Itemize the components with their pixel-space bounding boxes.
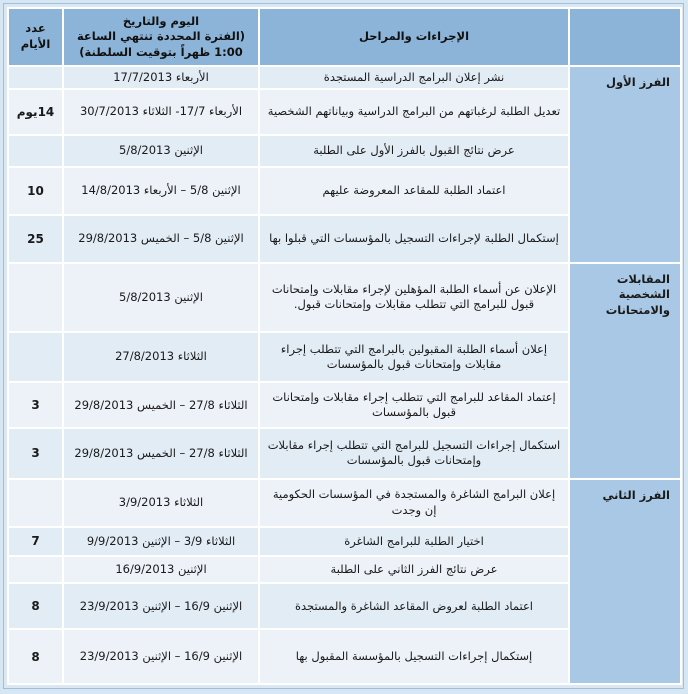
row-days (8, 135, 63, 166)
header-days-line2: الأيام (20, 37, 51, 51)
row-days (8, 66, 63, 89)
header-date-line2: (الفترة المحددة تنتهي الساعة (76, 29, 246, 44)
row-procedure: إستكمال الطلبة لإجراءات التسجيل بالمؤسسات التي قبلوا بها (259, 215, 569, 263)
row-days: 10 (8, 167, 63, 215)
row-procedure: عرض نتائج القبول بالفرز الأول على الطلبة (259, 135, 569, 166)
row-days (8, 263, 63, 332)
row-date: الإثنين 16/9 – الإثنين 23/9/2013 (63, 583, 259, 629)
row-procedure: نشر إعلان البرامج الدراسية المستجدة (259, 66, 569, 89)
row-date: الأربعاء 17/7/2013 (63, 66, 259, 89)
schedule-table (7, 7, 682, 685)
stage-interviews: المقابلات الشخصية والامتحانات (569, 263, 681, 479)
row-procedure: عرض نتائج الفرز الثاني على الطلبة (259, 556, 569, 583)
row-procedure: إعتماد المقاعد للبرامج التي تتطلب إجراء مقابلات وإمتحانات قبول بالمؤسسات (259, 382, 569, 428)
row-procedure: اختيار الطلبة للبرامج الشاغرة (259, 527, 569, 556)
row-procedure: الإعلان عن أسماء الطلبة المؤهلين لإجراء مقابلات وإمتحانات قبول للبرامج التي تتطلب مقابلات وإمتحانات قبول. (259, 263, 569, 332)
row-days (8, 556, 63, 583)
row-date: الثلاثاء 27/8/2013 (63, 332, 259, 382)
row-date: الإثنين 5/8/2013 (63, 263, 259, 332)
row-days (8, 332, 63, 382)
row-procedure: إستكمال إجراءات التسجيل بالمؤسسة المقبول بها (259, 629, 569, 684)
row-procedure: اعتماد الطلبة للمقاعد المعروضة عليهم (259, 167, 569, 215)
row-days: 7 (8, 527, 63, 556)
row-date: الإثنين 5/8 – الأربعاء 14/8/2013 (63, 167, 259, 215)
row-days: 3 (8, 428, 63, 478)
row-date: الإثنين 16/9/2013 (63, 556, 259, 583)
row-date: الإثنين 5/8/2013 (63, 135, 259, 166)
row-days: 8 (8, 583, 63, 629)
stage-first: الفرز الأول (569, 66, 681, 263)
row-days: 8 (8, 629, 63, 684)
header-days (8, 8, 63, 66)
header-date-line3: 1:00 ظهراً بتوقيت السلطنة) (79, 44, 243, 59)
table-row (8, 66, 681, 89)
stage-second: الفرز الثاني (569, 479, 681, 684)
row-procedure: استكمال إجراءات التسجيل للبرامج التي تتطلب إجراء مقابلات وإمتحانات قبول بالمؤسسات (259, 428, 569, 478)
row-date: الإثنين 5/8 – الخميس 29/8/2013 (63, 215, 259, 263)
row-procedure: إعلان البرامج الشاغرة والمستجدة في المؤسسات الحكومية إن وجدت (259, 479, 569, 527)
row-days: 14يوم (8, 89, 63, 135)
row-date: الثلاثاء 3/9 – الإثنين 9/9/2013 (63, 527, 259, 556)
header-procedures: الإجراءات والمراحل (259, 8, 569, 66)
row-procedure: اعتماد الطلبة لعروض المقاعد الشاغرة والمستجدة (259, 583, 569, 629)
row-procedure: إعلان أسماء الطلبة المقبولين بالبرامج التي تتطلب إجراء مقابلات وإمتحانات قبول بالمؤسسات (259, 332, 569, 382)
table-row (8, 479, 681, 527)
row-date: الثلاثاء 27/8 – الخميس 29/8/2013 (63, 382, 259, 428)
row-date: الأربعاء 17/7- الثلاثاء 30/7/2013 (63, 89, 259, 135)
row-procedure: تعديل الطلبة لرغباتهم من البرامج الدراسية وبياناتهم الشخصية (259, 89, 569, 135)
header-stage (569, 8, 681, 66)
schedule-frame (3, 3, 684, 689)
header-row (8, 8, 681, 66)
header-date-line1: اليوم والتاريخ (122, 13, 200, 28)
row-date: الثلاثاء 27/8 – الخميس 29/8/2013 (63, 428, 259, 478)
row-days: 25 (8, 215, 63, 263)
header-days-line1: عدد (25, 21, 46, 36)
row-date: الإثنين 16/9 – الإثنين 23/9/2013 (63, 629, 259, 684)
row-days: 3 (8, 382, 63, 428)
row-date: الثلاثاء 3/9/2013 (63, 479, 259, 527)
header-date (63, 8, 259, 66)
table-row (8, 263, 681, 332)
row-days (8, 479, 63, 527)
